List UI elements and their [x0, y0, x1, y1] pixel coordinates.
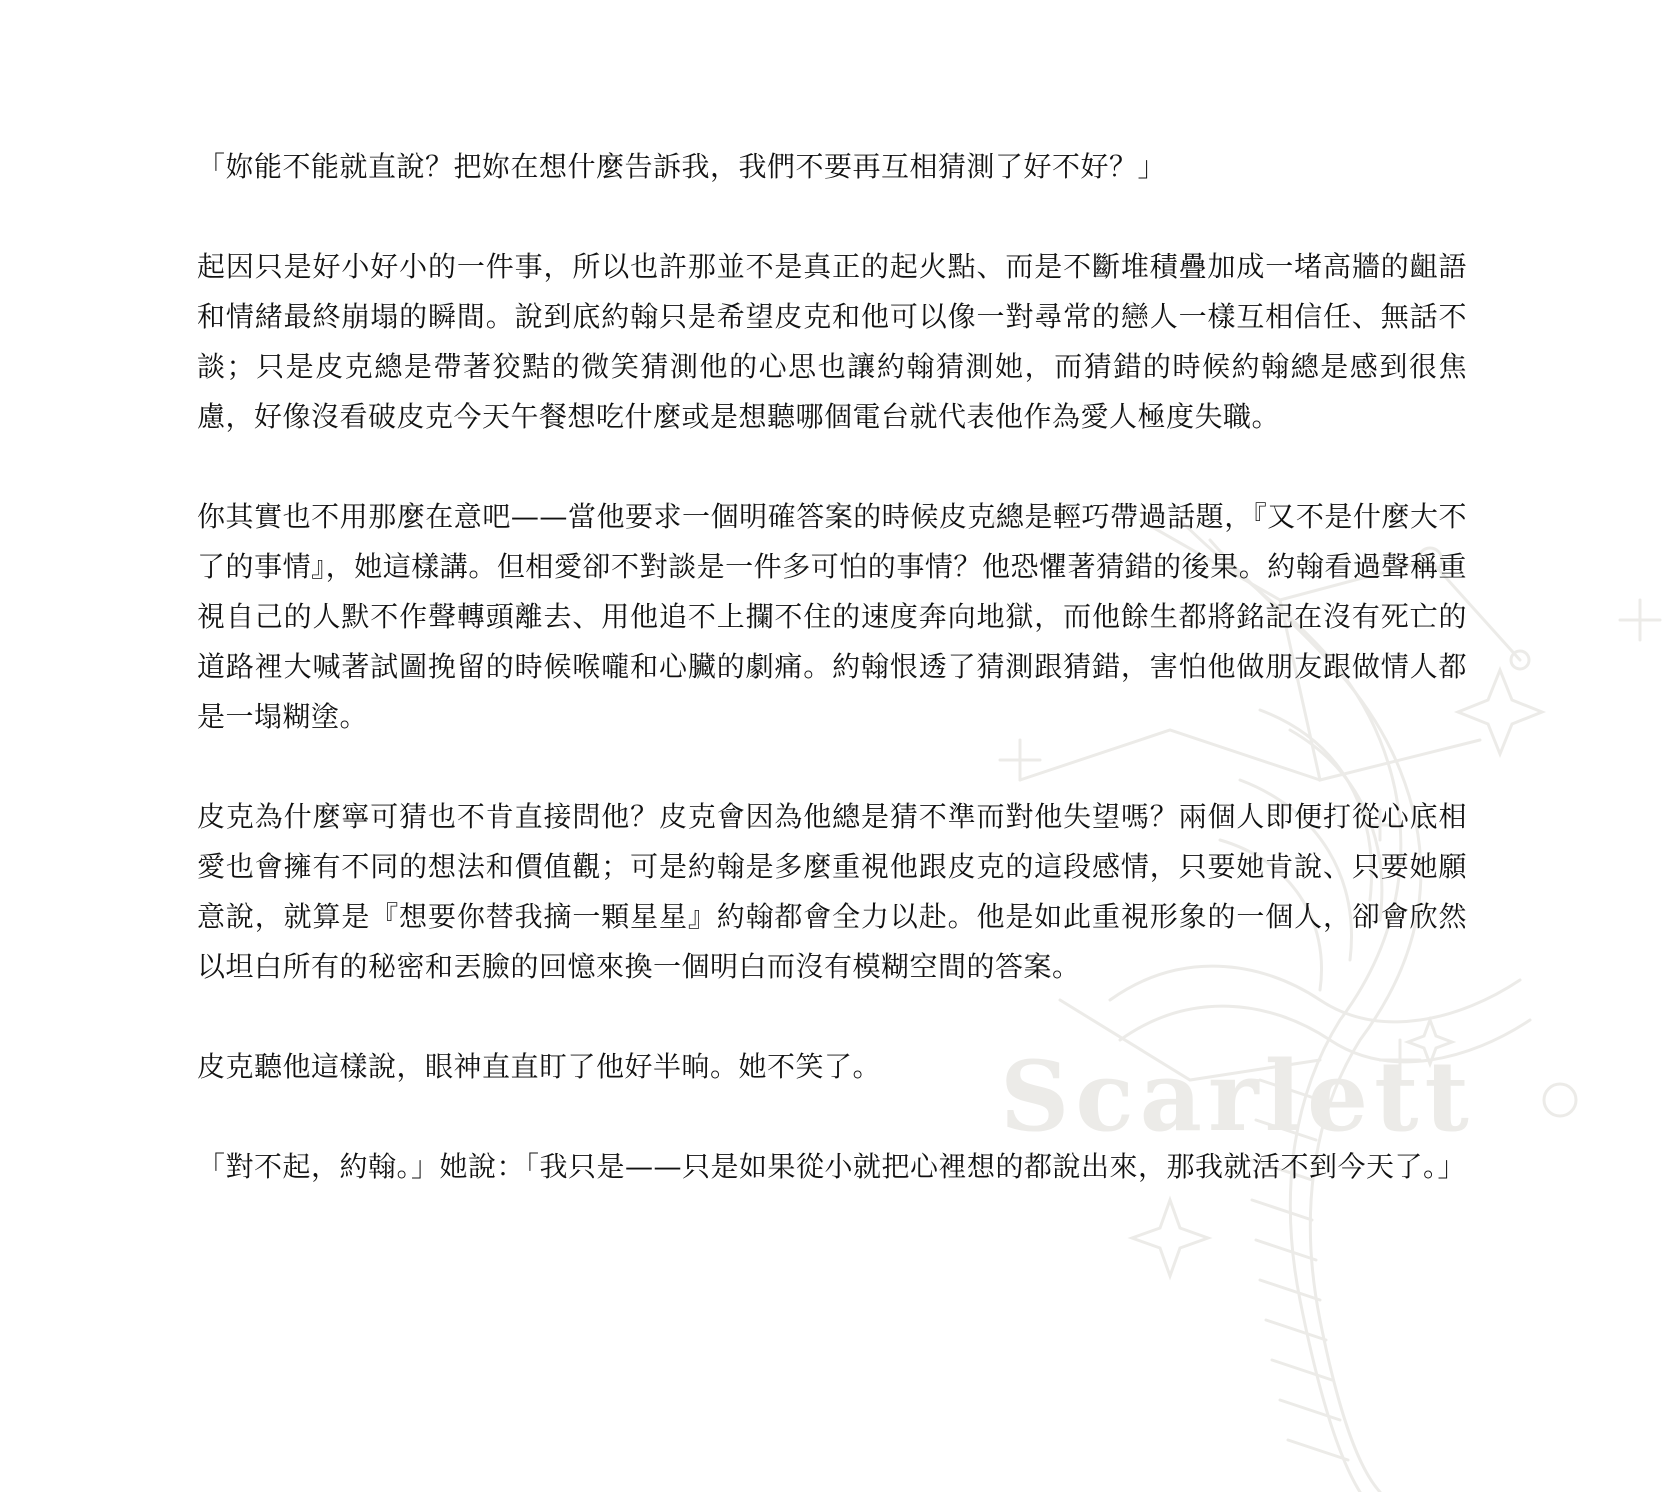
- paragraph-cause: 起因只是好小好小的一件事，所以也許那並不是真正的起火點、而是不斷堆積疊加成一堵高牆的齟語和情緒最終崩塌的瞬間。說到底約翰只是希望皮克和他可以像一對尋常的戀人一樣互相信任、無話不談；只是皮克總是帶著狡黠的微笑猜測他的心思也讓約翰猜測她，而猜錯的時候約翰總是感到很焦慮，好像沒看破皮克今天午餐想吃什麼或是想聽哪個電台就代表他作為愛人極度失職。: [197, 250, 1467, 433]
- story-text-body: [197, 142, 1467, 1242]
- paragraph-opening-dialogue: 「妳能不能就直說？把妳在想什麼告訴我，我們不要再互相猜測了好不好？」: [197, 150, 1167, 183]
- paragraph-why-guess: 皮克為什麼寧可猜也不肯直接問他？皮克會因為他總是猜不準而對他失望嗎？兩個人即便打從心底相愛也會擁有不同的想法和價值觀；可是約翰是多麼重視他跟皮克的這段感情，只要她肯說、只要她願意說，就算是『想要你替我摘一顆星星』約翰都會全力以赴。他是如此重視形象的一個人，卻會欣然以坦白所有的秘密和丟臉的回憶來換一個明白而沒有模糊空間的答案。: [197, 800, 1467, 983]
- paragraph-pike-reaction: 皮克聽他這樣說，眼神直直盯了他好半晌。她不笑了。: [197, 1050, 882, 1083]
- paragraph-fear-of-guessing: 你其實也不用那麼在意吧——當他要求一個明確答案的時候皮克總是輕巧帶過話題，『又不是什麼大不了的事情』，她這樣講。但相愛卻不對談是一件多可怕的事情？他恐懼著猜錯的後果。約翰看過聲稱重視自己的人默不作聲轉頭離去、用他追不上攔不住的速度奔向地獄，而他餘生都將銘記在沒有死亡的道路裡大喊著試圖挽留的時候喉嚨和心臟的劇痛。約翰恨透了猜測跟猜錯，害怕他做朋友跟做情人都是一塌糊塗。: [197, 500, 1467, 733]
- paragraph-closing-dialogue: 「對不起，約翰。」她說：「我只是——只是如果從小就把心裡想的都說出來，那我就活不到今天了。」: [197, 1150, 1467, 1183]
- scarlett-watermark-text: Scarlett: [1000, 1040, 1475, 1153]
